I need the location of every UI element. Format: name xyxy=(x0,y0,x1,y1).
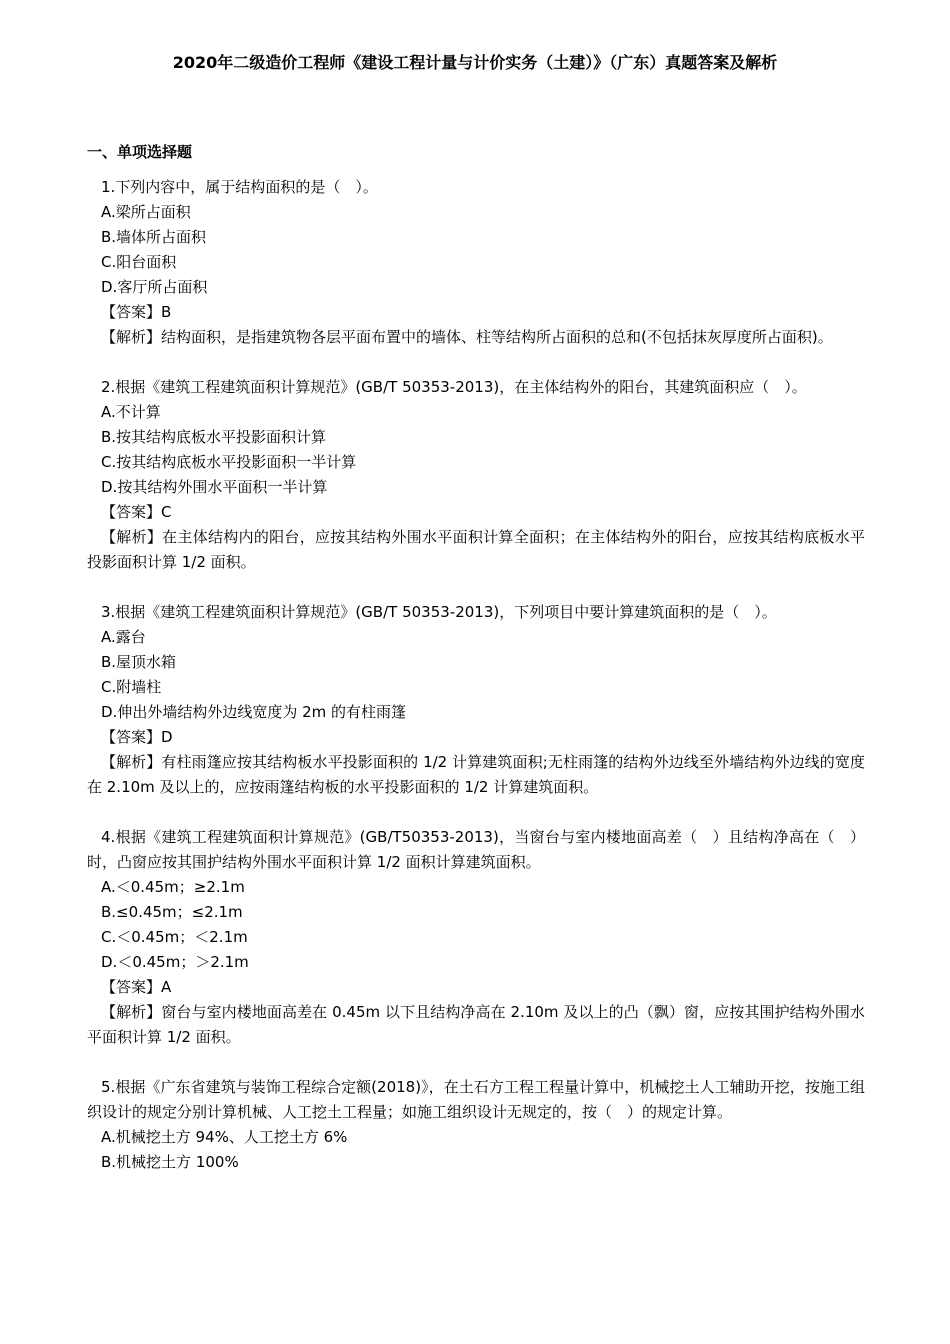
question-4 xyxy=(87,825,865,1050)
question-3 xyxy=(87,600,865,800)
question-stem: 5.根据《广东省建筑与装饰工程综合定额(2018)》，在土石方工程工程量计算中，机械挖土人工辅助开挖，按施工组织设计的规定分别计算机械、人工挖土工程量；如施工组织设计无规定的，按（ ）的规定计算。 xyxy=(87,1078,865,1121)
answer-line: 【答案】B xyxy=(101,303,172,321)
option-b: B.屋顶水箱 xyxy=(101,653,177,671)
question-1 xyxy=(87,175,865,350)
answer-line: 【答案】C xyxy=(101,503,172,521)
question-2 xyxy=(87,375,865,575)
question-stem: 1.下列内容中，属于结构面积的是（ ）。 xyxy=(101,178,378,196)
option-b: B.按其结构底板水平投影面积计算 xyxy=(101,428,327,446)
option-c: C.按其结构底板水平投影面积一半计算 xyxy=(101,453,357,471)
option-d: D.伸出外墙结构外边线宽度为 2m 的有柱雨篷 xyxy=(101,703,407,721)
answer-line: 【答案】A xyxy=(101,978,172,996)
option-b: B.机械挖土方 100% xyxy=(101,1153,239,1171)
option-b: B.墙体所占面积 xyxy=(101,228,207,246)
option-b: B.≤0.45m；≤2.1m xyxy=(101,903,243,921)
question-stem: 2.根据《建筑工程建筑面积计算规范》(GB/T 50353-2013)，在主体结构外的阳台，其建筑面积应（ ）。 xyxy=(101,378,807,396)
analysis-text: 【解析】有柱雨篷应按其结构板水平投影面积的 1/2 计算建筑面积;无柱雨篷的结构外边线至外墙结构外边线的宽度在 2.10m 及以上的，应按雨篷结构板的水平投影面积的 1/2 计算建筑面积。 xyxy=(87,753,865,796)
option-d: D.按其结构外围水平面积一半计算 xyxy=(101,478,328,496)
question-list xyxy=(87,175,865,1200)
option-c: C.＜0.45m；＜2.1m xyxy=(101,928,248,946)
answer-line: 【答案】D xyxy=(101,728,173,746)
option-a: A.＜0.45m；≥2.1m xyxy=(101,878,245,896)
question-5 xyxy=(87,1075,865,1175)
option-a: A.梁所占面积 xyxy=(101,203,191,221)
document-title: 2020年二级造价工程师《建设工程计量与计价实务（土建）》（广东）真题答案及解析 xyxy=(172,53,778,72)
analysis-text: 【解析】在主体结构内的阳台，应按其结构外围水平面积计算全面积；在主体结构外的阳台，应按其结构底板水平投影面积计算 1/2 面积。 xyxy=(87,528,865,571)
option-c: C.阳台面积 xyxy=(101,253,177,271)
question-stem: 3.根据《建筑工程建筑面积计算规范》(GB/T 50353-2013)，下列项目中要计算建筑面积的是（ ）。 xyxy=(101,603,777,621)
section-heading: 一、单项选择题 xyxy=(87,143,193,161)
question-stem: 4.根据《建筑工程建筑面积计算规范》(GB/T50353-2013)，当窗台与室内楼地面高差（ ）且结构净高在（ ）时，凸窗应按其围护结构外围水平面积计算 1/2 面积计算建筑面积。 xyxy=(87,828,865,871)
analysis-text: 【解析】结构面积，是指建筑物各层平面布置中的墙体、柱等结构所占面积的总和(不包括抹灰厚度所占面积)。 xyxy=(101,328,833,346)
option-c: C.附墙柱 xyxy=(101,678,162,696)
option-d: D.客厅所占面积 xyxy=(101,278,208,296)
option-a: A.露台 xyxy=(101,628,146,646)
option-d: D.＜0.45m；＞2.1m xyxy=(101,953,249,971)
option-a: A.机械挖土方 94%、人工挖土方 6% xyxy=(101,1128,348,1146)
option-a: A.不计算 xyxy=(101,403,161,421)
analysis-text: 【解析】窗台与室内楼地面高差在 0.45m 以下且结构净高在 2.10m 及以上的凸（飘）窗，应按其围护结构外围水平面积计算 1/2 面积。 xyxy=(87,1003,865,1046)
